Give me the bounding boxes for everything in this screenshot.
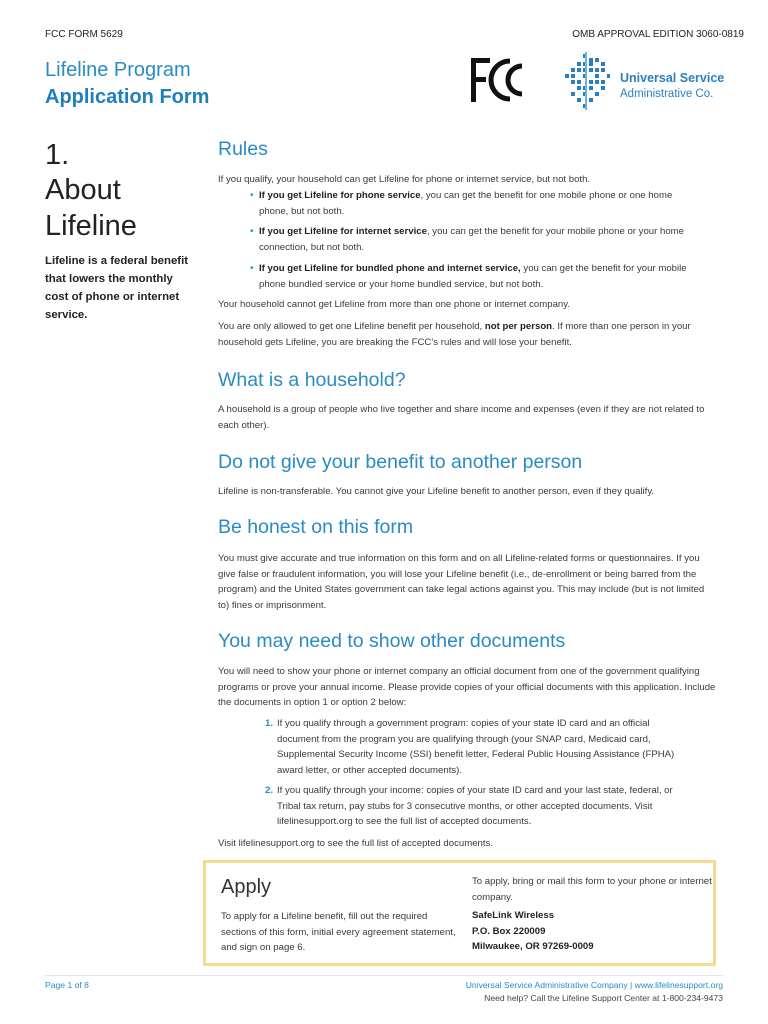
rules-p2-start: You are only allowed to get one Lifeline benefit per household,: [218, 321, 485, 332]
rules-heading: Rules: [218, 138, 268, 160]
bullet-text: , you can get the benefit for one mobile phone or one home phone, but not both.: [259, 190, 673, 217]
rules-bullet: [218, 188, 688, 219]
usac-logo-mark: [563, 52, 611, 110]
omb-approval: OMB APPROVAL EDITION 3060-0819: [572, 29, 744, 40]
rules-bullet: [218, 261, 688, 292]
documents-option: [218, 783, 693, 830]
section-intro: Lifeline is a federal benefit that lowers the monthly cost of phone or internet service.: [45, 255, 189, 321]
bullet-icon: •: [250, 190, 254, 201]
bullet-icon: •: [250, 226, 254, 237]
household-heading: What is a household?: [218, 369, 406, 391]
apply-mail-text: To apply, bring or mail this form to your phone or internet company.: [472, 876, 712, 903]
bullet-text: , you can get the benefit for your mobile phone or your home connection, but not both.: [259, 226, 684, 253]
rules-bullet: [218, 224, 688, 255]
fcc-logo-mark: [470, 55, 528, 105]
bullet-bold: If you get Lifeline for bundled phone and internet service,: [259, 263, 521, 274]
rules-paragraph-2: [218, 319, 718, 350]
rules-p2-end: . If more than one person in your household gets Lifeline, you are breaking the FCC’s rules and will lose your benefit.: [218, 321, 691, 348]
title-line-2: Application Form: [45, 86, 210, 108]
apply-box: [203, 860, 716, 966]
documents-visit: Visit lifelinesupport.org to see the full list of accepted documents.: [218, 838, 493, 849]
apply-instructions: To apply for a Lifeline benefit, fill out the required sections of this form, initial every agreement statement, and sign on page 6.: [221, 911, 456, 954]
usac-name-line-2: Administrative Co.: [620, 88, 714, 100]
rules-paragraph-1: Your household cannot get Lifeline from more than one phone or internet company.: [218, 299, 571, 310]
bullet-bold: If you get Lifeline for phone service: [259, 190, 421, 201]
document-title: [45, 57, 209, 111]
address-line-2: P.O. Box 220009: [472, 925, 546, 937]
bullet-bold: If you get Lifeline for internet service: [259, 226, 427, 237]
footer-help: Need help? Call the Lifeline Support Center at 1-800-234-9473: [484, 993, 723, 1003]
section-number: 1.: [45, 139, 70, 171]
option-text: If you qualify through your income: copies of your state ID card and your last state, federal, or Tribal tax return, pay stubs for 3 consecutive months, or other accepted documents. Visit lifelinesupport.org to see the full list of accepted documents.: [277, 785, 673, 828]
option-number: 2.: [265, 785, 274, 796]
rules-lead: If you qualify, your household can get Lifeline for phone or internet service, but not both.: [218, 174, 591, 185]
option-number: 1.: [265, 718, 274, 729]
option-text: If you qualify through a government program: copies of your state ID card and an official document from the program you are qualifying through (your SNAP card, Medicaid card, Supplemental Security Income (SSI) benefit letter, Federal Public Housing Assistance (FPHA) award letter, or other accepted documents).: [277, 718, 675, 777]
honest-heading: Be honest on this form: [218, 516, 414, 538]
documents-text: You will need to show your phone or internet company an official document from one of the government qualifying programs or prove your annual income. Please provide copies of your official documents with this application. Include the documents in option 1 or option 2 below:: [218, 666, 716, 709]
section-title: About Lifeline: [45, 174, 137, 242]
rules-p2-bold: not per person: [484, 321, 553, 332]
mailing-address: [472, 908, 712, 955]
documents-option: [218, 716, 693, 779]
form-id: FCC FORM 5629: [45, 29, 123, 40]
apply-heading: Apply: [221, 876, 272, 898]
title-line-1: Lifeline Program: [45, 59, 191, 81]
documents-heading: You may need to show other documents: [218, 630, 566, 652]
footer-divider: [45, 975, 723, 976]
page-number: Page 1 of 8: [45, 980, 89, 990]
address-line-3: Milwaukee, OR 97269-0009: [472, 941, 594, 952]
fcc-logo: [470, 55, 528, 105]
address-line-1: SafeLink Wireless: [472, 910, 555, 921]
footer-org: Universal Service Administrative Company | www.lifelinesupport.org: [465, 980, 723, 990]
bullet-text: you can get the benefit for your mobile phone bundled service or your home bundled service, but not both.: [259, 263, 687, 290]
honest-text: You must give accurate and true information on this form and on all Lifeline-related forms or questionnaires. If you give false or fraudulent information, you will lose your Lifeline benefit (i.e., de-enrollment or being barred from the program) and the United States government can take legal actions against you. This may include (but is not limited to) fines or imprisonment.: [218, 553, 705, 612]
bullet-icon: •: [250, 263, 254, 274]
usac-name-line-1: Universal Service: [620, 71, 725, 85]
transfer-text: Lifeline is non-transferable. You cannot give your Lifeline benefit to another person, even if they qualify.: [218, 486, 655, 497]
household-text: A household is a group of people who live together and share income and expenses (even if they are not related to each other).: [218, 404, 705, 431]
transfer-heading: Do not give your benefit to another person: [218, 451, 583, 473]
usac-logo: [563, 52, 733, 112]
